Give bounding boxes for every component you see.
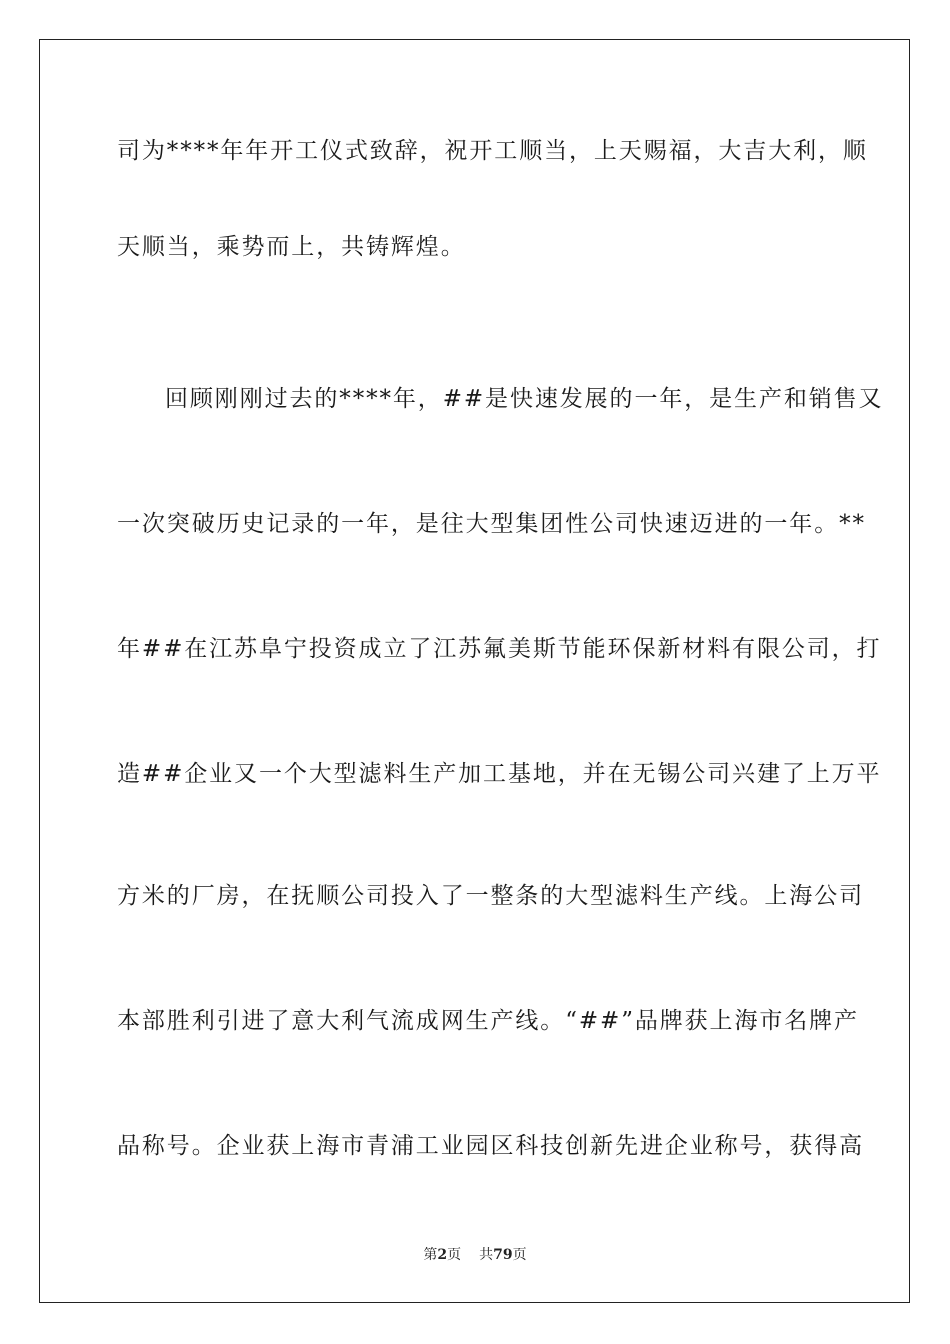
total-label-suffix: 页: [512, 1247, 527, 1263]
page-number: 2: [437, 1247, 448, 1263]
page-border: [39, 39, 910, 1303]
text-line-2: 天顺当，乘势而上，共铸辉煌。: [117, 234, 466, 260]
text-line-8: 本部胜利引进了意大利气流成网生产线。“##”品牌获上海市名牌产: [117, 1008, 859, 1034]
page-label-prefix: 第: [423, 1247, 438, 1263]
text-line-5: 年##在江苏阜宁投资成立了江苏氟美斯节能环保新材料有限公司，打: [117, 636, 882, 662]
text-line-4: 一次突破历史记录的一年，是往大型集团性公司快速迈进的一年。**: [117, 511, 866, 537]
text-line-3-paragraph-start: 回顾刚刚过去的****年，##是快速发展的一年，是生产和销售又: [165, 386, 884, 412]
page-label-suffix: 页: [447, 1247, 462, 1263]
total-label-prefix: 共: [479, 1247, 494, 1263]
text-line-1: 司为****年年开工仪式致辞，祝开工顺当，上天赐福，大吉大利，顺: [117, 138, 868, 164]
text-line-7: 方米的厂房，在抚顺公司投入了一整条的大型滤料生产线。上海公司: [117, 883, 864, 909]
text-line-6: 造##企业又一个大型滤料生产加工基地，并在无锡公司兴建了上万平: [117, 761, 882, 787]
text-line-9: 品称号。企业获上海市青浦工业园区科技创新先进企业称号，获得高: [117, 1133, 864, 1159]
page-footer: [0, 1245, 950, 1265]
total-pages: 79: [493, 1247, 513, 1263]
